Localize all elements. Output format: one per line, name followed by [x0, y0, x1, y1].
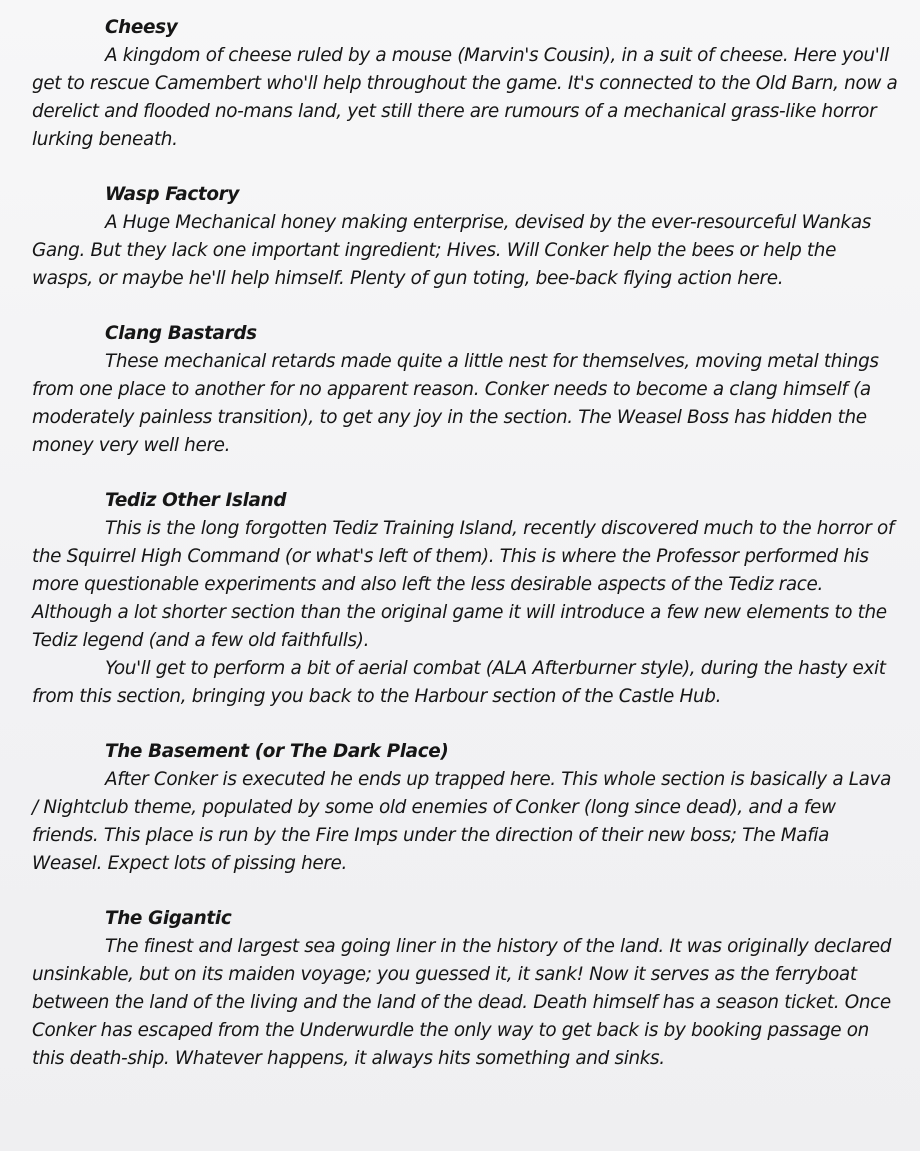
section-title: Tediz Other Island	[105, 490, 287, 511]
section-the-gigantic	[32, 905, 898, 1073]
section-title: Cheesy	[105, 17, 178, 38]
section-tediz-other-island	[32, 487, 898, 711]
section-cheesy	[32, 14, 898, 154]
section-paragraph: The finest and largest sea going liner in the history of the land. It was originally declared unsinkable, but on its maiden voyage; you guessed it, it sank! Now it serves as the ferryboat between the land of the living and the land of the dead. Death himself has a season ticket. Once Conker has escaped from the Underwurdle the only way to get back is by booking passage on this death-ship. Whatever happens, it always hits something and sinks.	[32, 936, 892, 1069]
section-paragraph: A kingdom of cheese ruled by a mouse (Marvin's Cousin), in a suit of cheese. Here you'll get to rescue Camembert who'll help throughout the game. It's connected to the Old Barn, now a derelict and flooded no-mans land, yet still there are rumours of a mechanical grass-like horror lurking beneath.	[32, 45, 898, 150]
section-title: Clang Bastards	[105, 323, 257, 344]
section-paragraph: You'll get to perform a bit of aerial combat (ALA Afterburner style), during the hasty exit from this section, bringing you back to the Harbour section of the Castle Hub.	[32, 658, 886, 707]
section-paragraph: After Conker is executed he ends up trapped here. This whole section is basically a Lava / Nightclub theme, populated by some old enemies of Conker (long since dead), and a few friends. This place is run by the Fire Imps under the direction of their new boss; The Mafia Weasel. Expect lots of pissing here.	[32, 769, 892, 874]
section-the-basement	[32, 738, 898, 878]
section-paragraph: These mechanical retards made quite a little nest for themselves, moving metal things from one place to another for no apparent reason. Conker needs to become a clang himself (a moderately painless transition), to get any joy in the section. The Weasel Boss has hidden the money very well here.	[32, 351, 879, 456]
section-clang-bastards	[32, 320, 898, 460]
section-title: Wasp Factory	[105, 184, 240, 205]
section-title: The Gigantic	[105, 908, 232, 929]
section-paragraph: A Huge Mechanical honey making enterprise, devised by the ever-resourceful Wankas Gang. But they lack one important ingredient; Hives. Will Conker help the bees or help the wasps, or maybe he'll help himself. Plenty of gun toting, bee-back flying action here.	[32, 212, 872, 289]
section-paragraph: This is the long forgotten Tediz Training Island, recently discovered much to the horror of the Squirrel High Command (or what's left of them). This is where the Professor performed his more questionable experiments and also left the less desirable aspects of the Tediz race. Although a lot shorter section than the original game it will introduce a few new elements to the Tediz legend (and a few old faithfulls).	[32, 518, 895, 651]
section-title: The Basement (or The Dark Place)	[105, 741, 449, 762]
section-wasp-factory	[32, 181, 898, 293]
